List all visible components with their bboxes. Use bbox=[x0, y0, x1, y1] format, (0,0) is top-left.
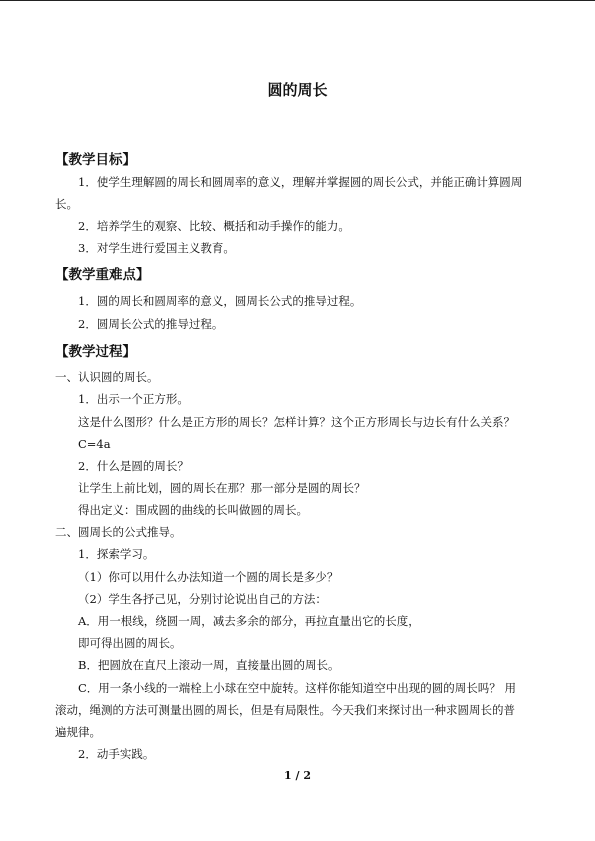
process-line: 这是什么图形？什么是正方形的周长？怎样计算？这个正方形周长与边长有什么关系？ bbox=[78, 415, 515, 429]
goal-line: 3．对学生进行爱国主义教育。 bbox=[78, 241, 235, 255]
section-heading-goals: 【教学目标】 bbox=[55, 152, 136, 168]
keypoint-line: 2．圆周长公式的推导过程。 bbox=[78, 317, 224, 331]
goal-line: 2．培养学生的观察、比较、概括和动手操作的能力。 bbox=[78, 219, 350, 233]
process-line: 让学生上前比划，圆的周长在那？那一部分是圆的周长？ bbox=[78, 481, 366, 495]
page-number: 1 / 2 bbox=[284, 769, 311, 782]
section-heading-process: 【教学过程】 bbox=[55, 344, 136, 360]
process-line: B．把圆放在直尺上滚动一周，直接量出圆的周长。 bbox=[78, 658, 340, 672]
process-line: 滚动，绳测的方法可测量出圆的周长，但是有局限性。今天我们来探讨出一种求圆周长的普 bbox=[55, 703, 515, 717]
process-line: （2）学生各抒己见，分别讨论说出自己的方法： bbox=[78, 592, 327, 606]
section-heading-keypoints: 【教学重难点】 bbox=[55, 267, 150, 283]
process-line: 一、认识圆的周长。 bbox=[55, 370, 159, 384]
process-line: 遍规律。 bbox=[55, 725, 101, 739]
header-rule bbox=[0, 0, 595, 1]
page-title: 圆的周长 bbox=[267, 81, 328, 99]
process-line: C．用一条小线的一端栓上小球在空中旋转。这样你能知道空中出现的圆的周长吗？ 用 bbox=[78, 681, 516, 695]
goal-line: 1．使学生理解圆的周长和圆周率的意义，理解并掌握圆的周长公式，并能正确计算圆周 bbox=[78, 175, 523, 189]
process-line: 二、圆周长的公式推导。 bbox=[55, 525, 182, 539]
process-line: （1）你可以用什么办法知道一个圆的周长是多少？ bbox=[78, 570, 339, 584]
process-line: 2．什么是圆的周长？ bbox=[78, 459, 189, 473]
process-line: 1．出示一个正方形。 bbox=[78, 392, 189, 406]
keypoint-line: 1．圆的周长和圆周率的意义，圆周长公式的推导过程。 bbox=[78, 294, 362, 308]
process-line: C=4a bbox=[78, 437, 111, 451]
process-line: A．用一根线，绕圆一周，减去多余的部分，再拉直量出它的长度， bbox=[78, 614, 420, 628]
process-line: 即可得出圆的周长。 bbox=[78, 636, 182, 650]
process-line: 2．动手实践。 bbox=[78, 747, 155, 761]
process-line: 1．探索学习。 bbox=[78, 547, 155, 561]
process-line: 得出定义：围成圆的曲线的长叫做圆的周长。 bbox=[78, 503, 308, 517]
goal-line: 长。 bbox=[55, 197, 78, 211]
